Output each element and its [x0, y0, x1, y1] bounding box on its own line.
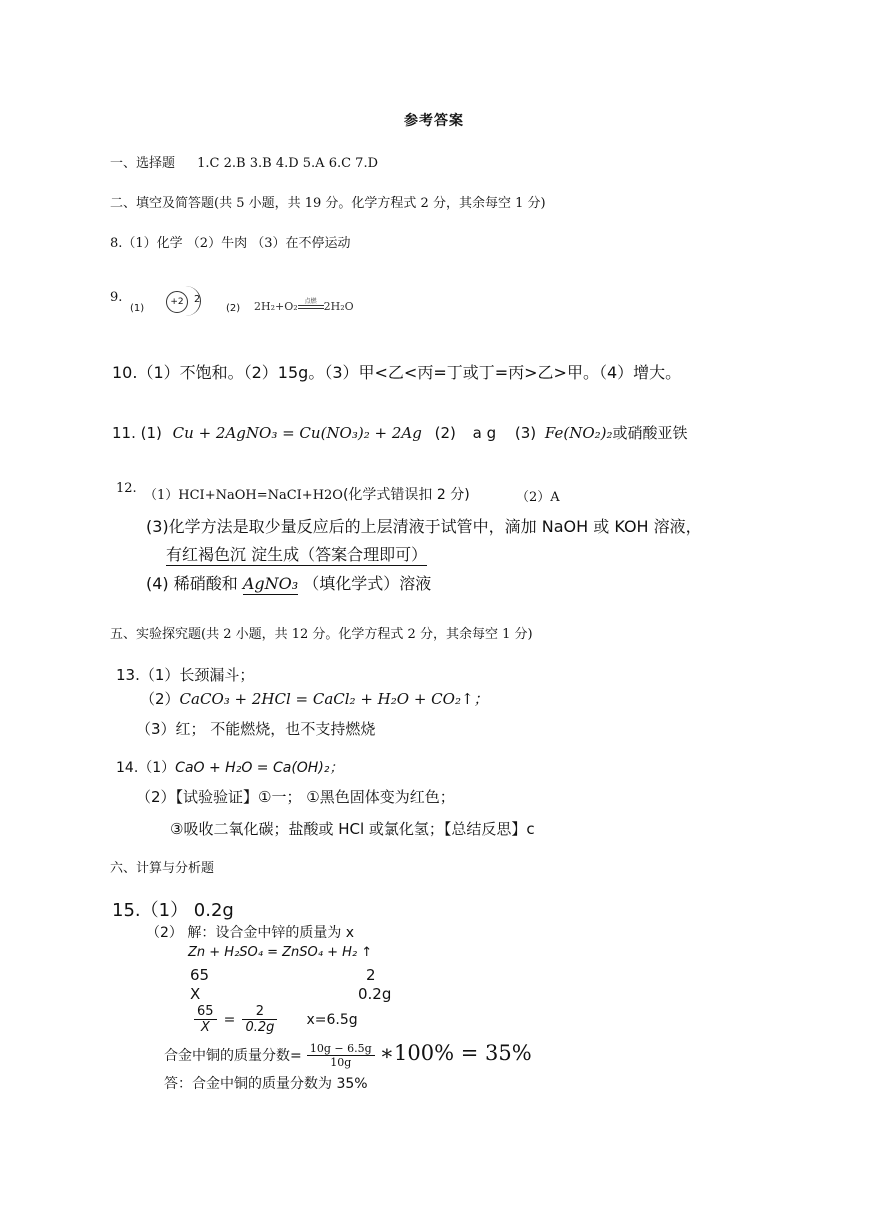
- atom-nucleus: +2: [166, 291, 188, 313]
- q12-part4-formula: AgNO₃: [242, 574, 299, 593]
- q12-line1: [144, 484, 470, 504]
- q12-part2: （2）A: [516, 490, 560, 505]
- q12-part1-equation: （1）HCI+NaOH=NaCI+H2O: [144, 488, 343, 503]
- q15-proportion: [194, 1004, 358, 1035]
- q15-copper-result: ∗100% = 35%: [379, 1041, 532, 1065]
- section-choice-heading: 一、选择题: [110, 156, 176, 171]
- q15-mass-x: X: [190, 985, 201, 1003]
- q12-part3-line1: (3)化学方法是取少量反应后的上层清液于试管中，滴加 NaOH 或 KOH 溶液，: [146, 517, 702, 536]
- section-experiment-heading: 五、实验探究题(共 2 小题，共 12 分。化学方程式 2 分，其余每空 1 分): [110, 627, 533, 642]
- q14-line3: ③吸收二氧化碳；盐酸或 HCl 或氯化氢；【总结反思】c: [170, 820, 535, 838]
- q15-answer: 答：合金中铜的质量分数为 35%: [164, 1076, 368, 1092]
- q11-part2-label: (2): [434, 424, 456, 442]
- q13-line1: 13.（1）长颈漏斗；: [116, 666, 255, 684]
- q9-equation-left: 2H₂+O₂: [254, 300, 298, 313]
- q12-part4: [146, 571, 431, 594]
- q9-equation-right: 2H₂O: [323, 300, 354, 313]
- q15-proportion-equals: =: [223, 1012, 236, 1028]
- q9-condition: 点燃: [304, 298, 317, 305]
- q11-part3-label: (3): [514, 424, 537, 442]
- q11-answer: [112, 422, 688, 443]
- q15-fraction-right-den: 0.2g: [245, 1020, 275, 1035]
- page-title: 参考答案: [404, 113, 464, 129]
- q11-equation: Cu + 2AgNO₃ = Cu(NO₃)₂ + 2Ag: [172, 424, 422, 442]
- q13-equation: CaCO₃ + 2HCl = CaCl₂ + H₂O + CO₂↑；: [179, 690, 489, 708]
- q11-tail: 或硝酸亚铁: [612, 424, 688, 442]
- q15-copper-num: 10g − 6.5g: [307, 1042, 375, 1056]
- choice-answers: 1.C 2.B 3.B 4.D 5.A 6.C 7.D: [197, 156, 379, 171]
- q15-line2: （2） 解：设合金中锌的质量为 x: [146, 925, 355, 941]
- q12-part1-note: (化学式错误扣 2 分): [342, 487, 470, 503]
- q15-fraction-right: [242, 1004, 277, 1035]
- q9-equation: [254, 300, 354, 313]
- q15-equation: Zn + H₂SO₄ = ZnSO₄ + H₂ ↑: [188, 945, 373, 960]
- q12-part4-prefix: (4) 稀硝酸和: [146, 574, 238, 593]
- q13-line2-label: （2）: [140, 690, 180, 708]
- q13-line2: [140, 688, 489, 709]
- section-choice: [110, 152, 378, 171]
- q14-equation: CaO + H₂O = Ca(OH)₂；: [175, 760, 344, 776]
- q15-copper-fraction-line: [164, 1041, 532, 1069]
- q14-line1-label: 14.（1）: [116, 760, 176, 776]
- q10-answer: 10.（1）不饱和。（2）15g。（3）甲<乙<丙=丁或丁=丙>乙>甲。（4）增大。: [112, 363, 682, 382]
- electron-count: 2: [194, 294, 201, 305]
- q8-answer: 8.（1）化学 （2）牛肉 （3）在不停运动: [110, 236, 351, 251]
- q11-formula: Fe(NO₂)₂: [544, 424, 613, 442]
- q15-fraction-left-den: X: [200, 1020, 210, 1035]
- q11-part1-label: (1): [140, 424, 162, 442]
- q15-fraction-left-num: 65: [194, 1004, 217, 1020]
- q9-part2-label: (2): [226, 303, 241, 314]
- section-calculation-heading: 六、计算与分析题: [110, 861, 215, 876]
- q13-line3: （3）红； 不能燃烧，也不支持燃烧: [136, 720, 376, 738]
- q15-fraction-left: [194, 1004, 217, 1035]
- q15-fraction-right-num: 2: [242, 1004, 277, 1020]
- q12-part4-suffix: （填化学式）溶液: [303, 574, 432, 593]
- q15-mass-65: 65: [190, 966, 210, 984]
- q12-number: 12.: [116, 481, 137, 496]
- q15-copper-fraction: [307, 1042, 375, 1069]
- q14-line2: （2）【试验验证】①一； ①黑色固体变为红色；: [136, 788, 455, 806]
- q9-part1-label: (1): [130, 303, 145, 314]
- q9-number: 9.: [110, 290, 123, 305]
- q9-equal-sign: [298, 305, 324, 309]
- q11-part2-answer: a g: [472, 424, 497, 442]
- q11-number: 11.: [112, 424, 136, 442]
- q15-mass-02g: 0.2g: [358, 985, 392, 1003]
- q15-line1: 15.（1） 0.2g: [112, 900, 234, 921]
- q15-copper-label: 合金中铜的质量分数=: [164, 1048, 302, 1064]
- q15-mass-2: 2: [366, 966, 376, 984]
- q14-line1: [116, 757, 343, 777]
- q15-copper-den: 10g: [330, 1056, 352, 1069]
- q12-part3-line2-text: 有红褐色沉 淀生成（答案合理即可）: [166, 545, 428, 564]
- section-fill-heading: 二、填空及简答题(共 5 小题，共 19 分。化学方程式 2 分，其余每空 1 分): [110, 196, 546, 211]
- q15-x-result: x=6.5g: [306, 1012, 358, 1028]
- q12-part3-line2: [166, 542, 427, 565]
